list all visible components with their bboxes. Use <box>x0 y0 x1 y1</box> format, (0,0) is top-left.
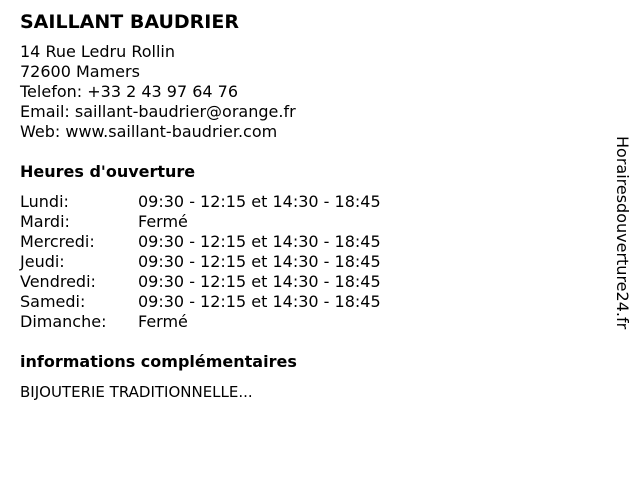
hours-row-samedi <box>20 292 600 312</box>
hours-row-mardi <box>20 212 600 232</box>
day-label: Samedi: <box>20 292 86 311</box>
time-range: Fermé <box>138 312 188 331</box>
time-range: 09:30 - 12:15 et 14:30 - 18:45 <box>138 272 381 291</box>
hours-title: Heures d'ouverture <box>20 162 196 181</box>
email-line: Email: saillant-baudrier@orange.fr <box>20 102 296 121</box>
time-range: Fermé <box>138 212 188 231</box>
time-range: 09:30 - 12:15 et 14:30 - 18:45 <box>138 232 381 251</box>
day-label: Mardi: <box>20 212 70 231</box>
info-text: BIJOUTERIE TRADITIONNELLE... <box>20 383 253 401</box>
hours-row-jeudi <box>20 252 600 272</box>
street-address: 14 Rue Ledru Rollin <box>20 42 176 61</box>
phone-line: Telefon: +33 2 43 97 64 76 <box>20 82 239 101</box>
hours-row-lundi <box>20 192 600 212</box>
hours-row-mercredi <box>20 232 600 252</box>
info-title: informations complémentaires <box>20 352 297 371</box>
time-range: 09:30 - 12:15 et 14:30 - 18:45 <box>138 252 381 271</box>
watermark-text: Horairesdouverture24.fr <box>613 136 632 330</box>
day-label: Vendredi: <box>20 272 96 291</box>
time-range: 09:30 - 12:15 et 14:30 - 18:45 <box>138 192 381 211</box>
day-label: Jeudi: <box>20 252 65 271</box>
hours-table <box>20 192 600 332</box>
hours-row-vendredi <box>20 272 600 292</box>
hours-row-dimanche <box>20 312 600 332</box>
day-label: Lundi: <box>20 192 69 211</box>
time-range: 09:30 - 12:15 et 14:30 - 18:45 <box>138 292 381 311</box>
city-line: 72600 Mamers <box>20 62 140 81</box>
business-name: SAILLANT BAUDRIER <box>20 11 239 33</box>
day-label: Dimanche: <box>20 312 107 331</box>
business-card <box>20 10 600 402</box>
web-line: Web: www.saillant-baudrier.com <box>20 122 278 141</box>
day-label: Mercredi: <box>20 232 95 251</box>
address-block <box>20 42 600 142</box>
